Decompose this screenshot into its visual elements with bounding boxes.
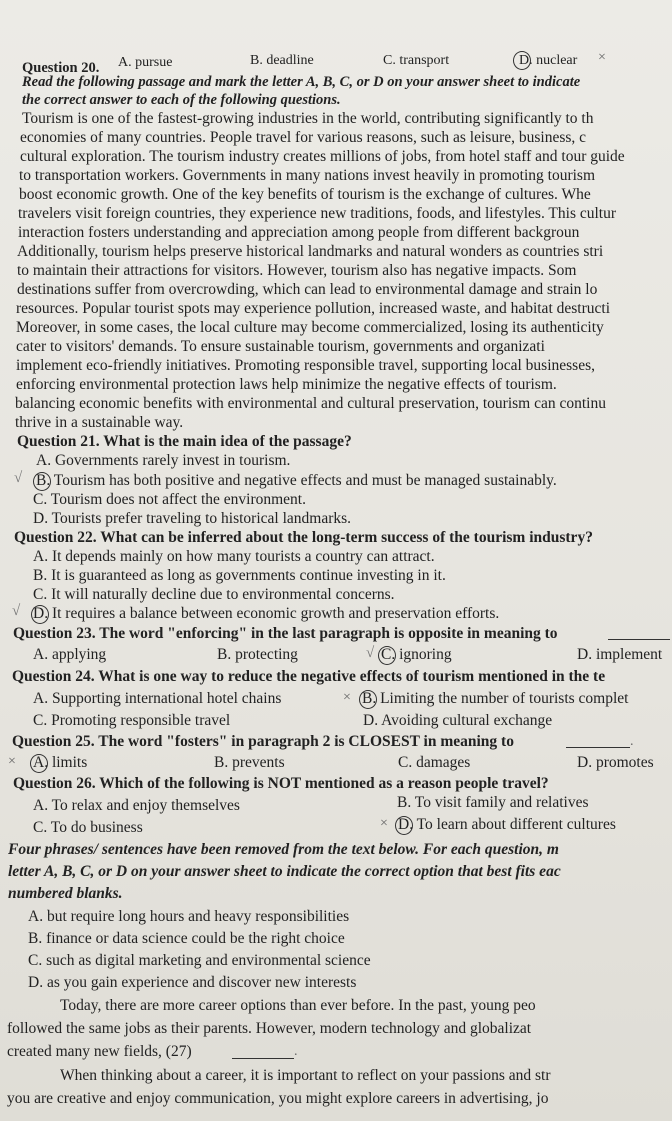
cross-mark: × <box>343 690 351 705</box>
q26-question: Question 26. Which of the following is NOT mentioned as a reason people travel? <box>13 775 549 792</box>
q21-option-c: C. Tourism does not affect the environment. <box>33 491 306 508</box>
passage-line: enforcing environmental protection laws help minimize the negative effects of tourism. <box>16 376 557 393</box>
q20-option-a: A. pursue <box>118 55 173 70</box>
cross-mark: × <box>598 50 606 65</box>
q26-option-b: B. To visit family and relatives <box>397 794 589 811</box>
passage-line: travelers visit foreign countries, they experience new traditions, foods, and lifestyles. This cultur <box>18 205 617 222</box>
q25-option-c: C. damages <box>398 754 471 771</box>
passage-line: destinations suffer from overcrowding, which can lead to environmental damage and strain lo <box>17 281 598 298</box>
q21-option-b: B. Tourism has both positive and negative effects and must be managed sustainably. <box>36 472 557 489</box>
q20-option-c: C. transport <box>383 53 450 68</box>
part2-option-b: B. finance or data science could be the right choice <box>28 930 345 947</box>
passage-line: cater to visitors' demands. To ensure sustainable tourism, governments and organizati <box>16 338 545 355</box>
check-mark: √ <box>12 603 21 619</box>
q24-option-a: A. Supporting international hotel chains <box>33 690 282 707</box>
q22-option-c: C. It will naturally decline due to environmental concerns. <box>33 586 395 603</box>
cross-mark: × <box>8 754 16 769</box>
passage-line: resources. Popular tourist spots may experience pollution, increased waste, and habitat destructi <box>16 300 610 317</box>
q24-option-d: D. Avoiding cultural exchange <box>363 712 553 729</box>
q25-option-d: D. promotes <box>577 754 654 771</box>
passage-instruction-1: Read the following passage and mark the letter A, B, C, or D on your answer sheet to indicate <box>22 74 581 90</box>
part2-instruction-2: letter A, B, C, or D on your answer sheet to indicate the correct option that best fits eac <box>8 863 561 880</box>
q24-option-c: C. Promoting responsible travel <box>33 712 231 729</box>
q23-option-c: C. ignoring <box>381 646 452 663</box>
passage-line: to transportation workers. Governments in many nations invest heavily in promoting tourism <box>19 167 595 184</box>
part2-text-line: When thinking about a career, it is important to reflect on your passions and str <box>60 1067 551 1084</box>
passage-line: cultural exploration. The tourism industry creates millions of jobs, from hotel staff and tour guide <box>20 148 625 165</box>
q22-option-b: B. It is guaranteed as long as governments continue investing in it. <box>33 567 446 584</box>
passage-line: implement eco-friendly initiatives. Promoting responsible travel, supporting local businesses, <box>16 357 595 374</box>
part2-option-c: C. such as digital marketing and environmental science <box>28 952 371 969</box>
passage-line: Tourism is one of the fastest-growing industries in the world, contributing significantly to th <box>22 110 594 127</box>
part2-option-d: D. as you gain experience and discover new interests <box>28 974 357 991</box>
period-mark: . <box>630 734 634 749</box>
passage-line: to maintain their attractions for visitors. However, tourism also has negative impacts. Som <box>17 262 577 279</box>
check-mark: √ <box>366 645 375 661</box>
q22-option-d: D. It requires a balance between economic growth and preservation efforts. <box>33 605 500 622</box>
q21-option-a: A. Governments rarely invest in tourism. <box>36 452 291 469</box>
q22-option-a: A. It depends mainly on how many tourists a country can attract. <box>33 548 435 565</box>
q23-option-d: D. implement <box>577 646 663 663</box>
passage-line: Moreover, in some cases, the local culture may become commercialized, losing its authenticity <box>16 319 604 336</box>
q21-option-d: D. Tourists prefer traveling to historical landmarks. <box>33 510 352 527</box>
passage-line: Additionally, tourism helps preserve historical landmarks and natural wonders as countries stri <box>17 243 604 260</box>
q23-question: Question 23. The word "enforcing" in the last paragraph is opposite in meaning to <box>13 625 558 642</box>
q25-question: Question 25. The word "fosters" in paragraph 2 is CLOSEST in meaning to <box>12 733 514 750</box>
q26-option-c: C. To do business <box>33 819 143 836</box>
q22-question: Question 22. What can be inferred about the long-term success of the tourism industry? <box>14 529 593 546</box>
q25-option-a: A. limits <box>33 754 88 771</box>
part2-instruction-3: numbered blanks. <box>8 885 123 902</box>
q24-question: Question 24. What is one way to reduce the negative effects of tourism mentioned in the te <box>12 668 606 685</box>
q23-option-a: A. applying <box>33 646 107 663</box>
q26-option-d: D. To learn about different cultures <box>398 816 616 833</box>
part2-text-line: Today, there are more career options than ever before. In the past, young peo <box>60 997 536 1014</box>
passage-line: boost economic growth. One of the key benefits of tourism is the exchange of cultures. Whe <box>19 186 591 203</box>
check-mark: √ <box>14 470 23 486</box>
passage-line: thrive in a sustainable way. <box>15 414 184 431</box>
q20-label: Question 20. <box>22 60 100 76</box>
q20-option-b: B. deadline <box>250 53 314 68</box>
passage-instruction-2: the correct answer to each of the following questions. <box>22 92 341 108</box>
passage-line: economies of many countries. People travel for various reasons, such as leisure, business, c <box>20 129 587 146</box>
part2-text-line: followed the same jobs as their parents. However, modern technology and globalizat <box>7 1020 532 1037</box>
cross-mark: × <box>380 816 388 831</box>
q21-question: Question 21. What is the main idea of the passage? <box>17 433 352 450</box>
q24-option-b: B. Limiting the number of tourists complet <box>362 690 629 707</box>
answer-blank <box>608 625 670 640</box>
q23-option-b: B. protecting <box>217 646 298 663</box>
period-mark: . <box>294 1044 298 1059</box>
answer-blank <box>566 733 630 748</box>
answer-blank-27 <box>232 1043 294 1059</box>
passage-line: interaction fosters understanding and appreciation among people from different backgroun <box>18 224 580 241</box>
part2-text-line: you are creative and enjoy communication, you might explore careers in advertising, jo <box>7 1090 549 1107</box>
q25-option-b: B. prevents <box>214 754 285 771</box>
part2-text-line: created many new fields, (27) <box>7 1043 192 1060</box>
part2-instruction-1: Four phrases/ sentences have been removed from the text below. For each question, m <box>8 841 559 858</box>
q26-option-a: A. To relax and enjoy themselves <box>33 797 240 814</box>
part2-option-a: A. but require long hours and heavy responsibilities <box>28 908 350 925</box>
passage-line: balancing economic benefits with environmental and cultural preservation, tourism can continu <box>15 395 606 412</box>
q20-option-d: D. nuclear <box>519 53 578 68</box>
